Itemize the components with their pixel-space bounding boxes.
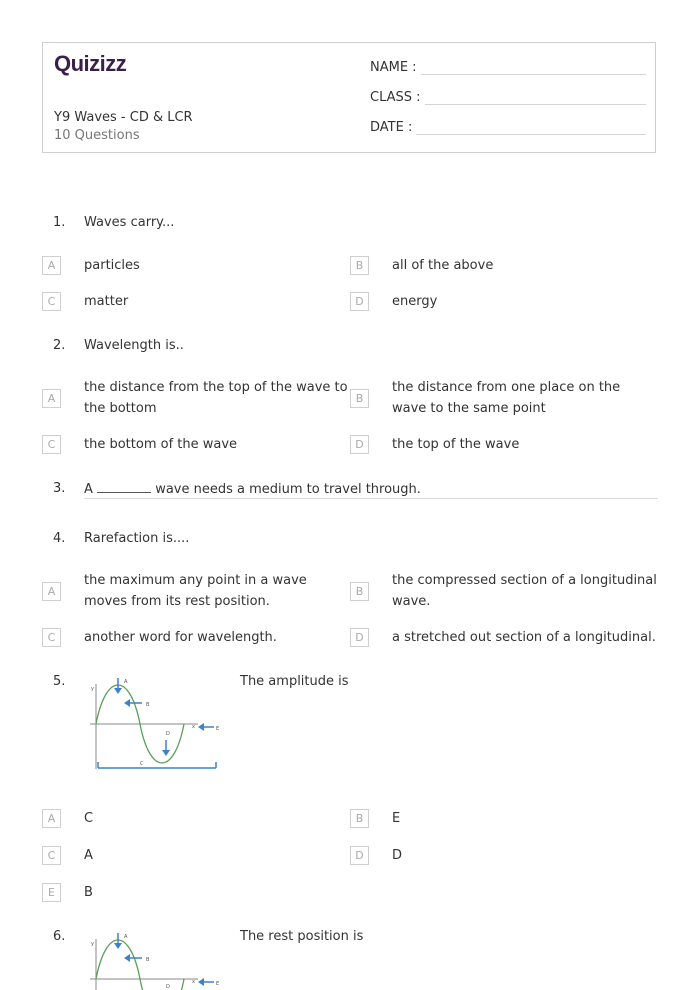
- label-d: D: [166, 984, 170, 990]
- fill-in-question: [84, 481, 421, 497]
- question-text: Waves carry...: [84, 215, 175, 230]
- option-text[interactable]: the distance from the top of the wave to the bottom: [84, 380, 348, 416]
- option-text[interactable]: C: [84, 811, 94, 826]
- quiz-title: Y9 Waves - CD & LCR: [54, 110, 193, 125]
- wave-curve: [96, 940, 184, 990]
- arrow-b-head: [124, 954, 130, 962]
- arrow-e-head: [198, 978, 204, 986]
- option-text[interactable]: the maximum any point in a wave moves from its rest position.: [84, 573, 307, 609]
- option-text[interactable]: D: [392, 848, 403, 863]
- wave-diagram: [88, 929, 223, 990]
- option-text[interactable]: E: [392, 811, 401, 826]
- arrow-b-head: [124, 699, 130, 707]
- arrow-a-head: [114, 688, 122, 694]
- option-letter[interactable]: D: [350, 846, 369, 865]
- question-text: Rarefaction is....: [84, 531, 190, 546]
- option-letter[interactable]: D: [350, 292, 369, 311]
- option-text[interactable]: particles: [84, 258, 140, 273]
- option-letter[interactable]: A: [42, 809, 61, 828]
- question-number: 4.: [53, 531, 66, 546]
- label-a: A: [124, 679, 128, 685]
- name-field[interactable]: [370, 60, 646, 75]
- label-d: D: [166, 731, 170, 737]
- option-letter[interactable]: D: [350, 435, 369, 454]
- name-label: NAME :: [370, 60, 417, 75]
- question-number: 3.: [53, 481, 66, 496]
- worksheet-header: [42, 42, 656, 153]
- quizizz-logo: Quizizz: [54, 51, 127, 76]
- class-field[interactable]: [370, 90, 646, 105]
- option-letter[interactable]: B: [350, 256, 369, 275]
- option-letter[interactable]: E: [42, 883, 61, 902]
- label-x: x: [192, 979, 195, 985]
- date-field[interactable]: [370, 120, 646, 135]
- question-number: 5.: [53, 674, 66, 689]
- label-y: y: [91, 686, 94, 692]
- answer-blank[interactable]: [97, 481, 151, 493]
- option-letter[interactable]: C: [42, 628, 61, 647]
- question-number: 6.: [53, 929, 66, 944]
- label-y: y: [91, 941, 94, 947]
- option-text[interactable]: all of the above: [392, 258, 494, 273]
- option-letter[interactable]: A: [42, 256, 61, 275]
- answer-line[interactable]: [84, 498, 658, 499]
- option-text[interactable]: A: [84, 848, 93, 863]
- option-text[interactable]: the top of the wave: [392, 437, 520, 452]
- option-letter[interactable]: B: [350, 389, 369, 408]
- arrow-a-head: [114, 943, 122, 949]
- label-c: C: [140, 761, 144, 767]
- option-letter[interactable]: B: [350, 582, 369, 601]
- option-text[interactable]: a stretched out section of a longitudinal.: [392, 630, 656, 645]
- question-text: The amplitude is: [240, 674, 349, 689]
- option-text[interactable]: energy: [392, 294, 438, 309]
- option-text[interactable]: the compressed section of a longitudinal wave.: [392, 573, 657, 609]
- option-letter[interactable]: A: [42, 582, 61, 601]
- question-text: The rest position is: [240, 929, 364, 944]
- option-text[interactable]: the distance from one place on the wave to the same point: [392, 380, 621, 416]
- option-letter[interactable]: D: [350, 628, 369, 647]
- question-text-after: wave needs a medium to travel through.: [155, 482, 421, 497]
- label-a: A: [124, 934, 128, 940]
- label-b: B: [146, 702, 150, 708]
- question-text-before: A: [84, 482, 93, 497]
- option-text[interactable]: another word for wavelength.: [84, 630, 277, 645]
- question-number: 1.: [53, 215, 66, 230]
- label-e: E: [216, 726, 220, 732]
- option-text[interactable]: B: [84, 885, 93, 900]
- option-letter[interactable]: B: [350, 809, 369, 828]
- label-x: x: [192, 724, 195, 730]
- option-text[interactable]: the bottom of the wave: [84, 437, 238, 452]
- label-e: E: [216, 981, 220, 987]
- question-text: Wavelength is..: [84, 338, 184, 353]
- option-letter[interactable]: C: [42, 846, 61, 865]
- date-label: DATE :: [370, 120, 413, 135]
- question-count: 10 Questions: [54, 128, 140, 143]
- option-text[interactable]: matter: [84, 294, 129, 309]
- arrow-d-head: [162, 750, 170, 756]
- wave-diagram: [88, 674, 223, 776]
- arrow-e-head: [198, 723, 204, 731]
- label-b: B: [146, 957, 150, 963]
- option-letter[interactable]: A: [42, 389, 61, 408]
- class-label: CLASS :: [370, 90, 421, 105]
- question-number: 2.: [53, 338, 66, 353]
- option-letter[interactable]: C: [42, 292, 61, 311]
- option-letter[interactable]: C: [42, 435, 61, 454]
